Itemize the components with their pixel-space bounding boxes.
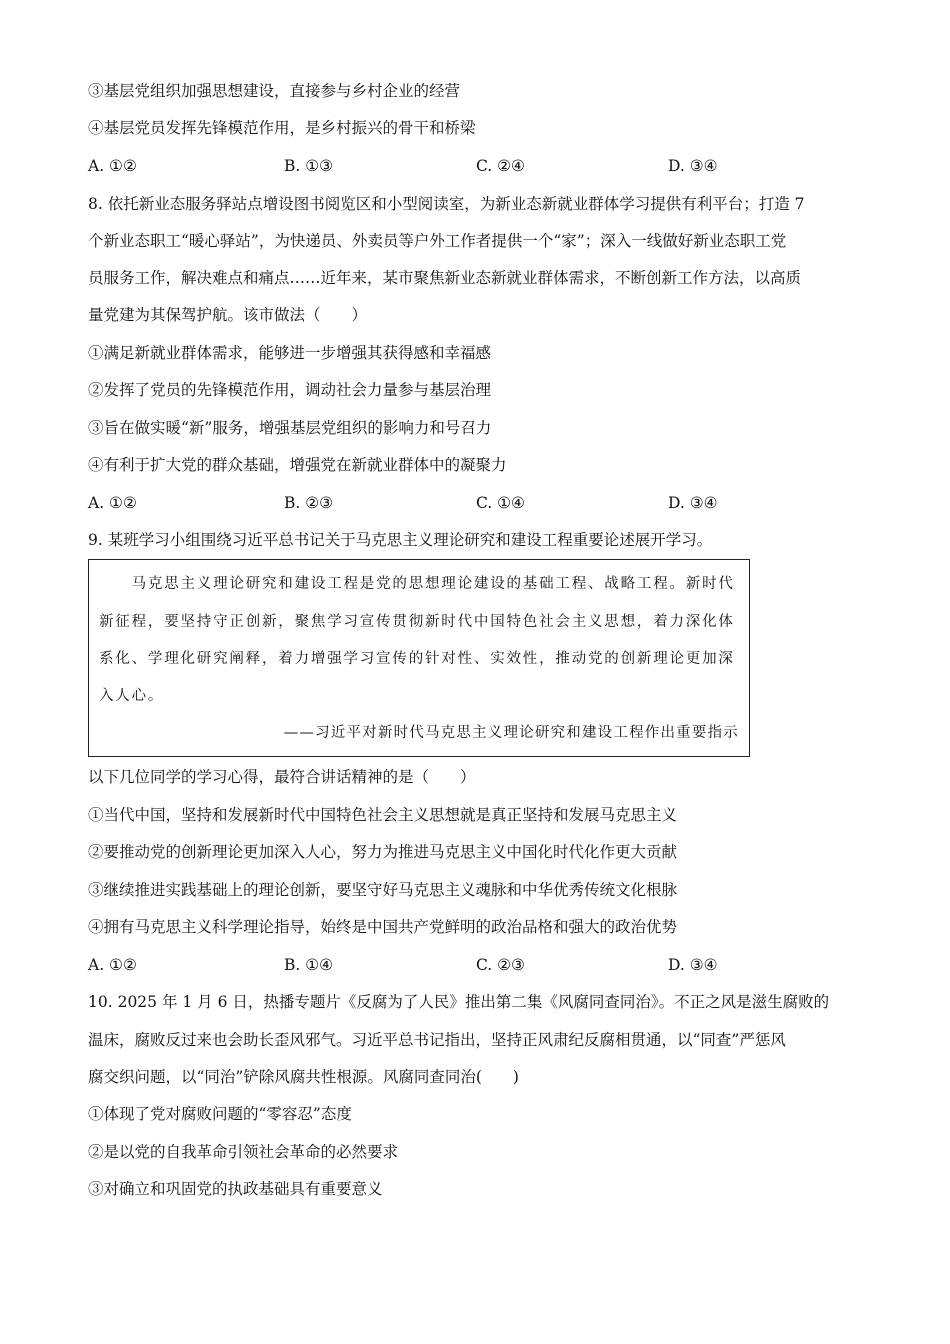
q9-item-4: ④拥有马克思主义科学理论指导，始终是中国共产党鲜明的政治品格和强大的政治优势 <box>88 918 678 936</box>
q9-quote-line-2: 新征程，要坚持守正创新，聚焦学习宣传贯彻新时代中国特色社会主义思想，着力深化体 <box>99 614 735 630</box>
q8-options <box>88 493 868 513</box>
q8-item-3: ③旨在做实暖“新”服务，增强基层党组织的影响力和号召力 <box>88 419 492 437</box>
q8-option-b[interactable]: B. ②③ <box>284 494 334 512</box>
q8-option-a[interactable]: A. ①② <box>88 494 137 512</box>
q8-stem-line-2: 个新业态职工“暖心驿站”，为快递员、外卖员等户外工作者提供一个“家”；深入一线做好新业态职工党 <box>88 232 787 250</box>
q8-item-1: ①满足新就业群体需求，能够进一步增强其获得感和幸福感 <box>88 344 492 362</box>
q7-item-3: ③基层党组织加强思想建设，直接参与乡村企业的经营 <box>88 82 461 100</box>
q9-quote-line-4: 入人心。 <box>99 688 165 704</box>
q9-quote-line-1: 马克思主义理论研究和建设工程是党的思想理论建设的基础工程、战略工程。新时代 <box>99 576 735 592</box>
q9-quote-box <box>88 559 750 757</box>
q7-option-d[interactable]: D. ③④ <box>668 157 718 175</box>
q8-item-2: ②发挥了党员的先锋模范作用，调动社会力量参与基层治理 <box>88 381 492 399</box>
q9-options <box>88 955 868 975</box>
q8-stem-line-3: 员服务工作，解决难点和痛点……近年来，某市聚焦新业态新就业群体需求，不断创新工作方法，以高质 <box>88 269 802 287</box>
q10-stem-line-2: 温床，腐败反过来也会助长歪风邪气。习近平总书记指出，坚持正风肃纪反腐相贯通，以“同查”严惩风 <box>88 1031 786 1049</box>
q9-option-c[interactable]: C. ②③ <box>476 956 525 974</box>
q10-stem-line-3: 腐交织问题，以“同治”铲除风腐共性根源。风腐同查同治( ) <box>88 1068 519 1086</box>
q9-option-d[interactable]: D. ③④ <box>668 956 718 974</box>
q9-stem: 9. 某班学习小组围绕习近平总书记关于马克思主义理论研究和建设工程重要论述展开学习。 <box>88 531 713 549</box>
q9-item-3: ③继续推进实践基础上的理论创新，要坚守好马克思主义魂脉和中华优秀传统文化根脉 <box>88 881 678 899</box>
q9-item-2: ②要推动党的创新理论更加深入人心，努力为推进马克思主义中国化时代化作更大贡献 <box>88 843 678 861</box>
q7-option-c[interactable]: C. ②④ <box>476 157 525 175</box>
q9-option-b[interactable]: B. ①④ <box>284 956 334 974</box>
q8-option-c[interactable]: C. ①④ <box>476 494 525 512</box>
q8-stem-line-4: 量党建为其保驾护航。该市做法（ ） <box>88 306 368 324</box>
q7-option-a[interactable]: A. ①② <box>88 157 137 175</box>
q9-quote-source: ——习近平对新时代马克思主义理论研究和建设工程作出重要指示 <box>283 725 739 741</box>
q7-options <box>88 156 868 176</box>
q7-option-b[interactable]: B. ①③ <box>284 157 334 175</box>
q9-question: 以下几位同学的学习心得，最符合讲话精神的是（ ） <box>88 768 476 786</box>
q10-stem-line-1: 10. 2025 年 1 月 6 日，热播专题片《反腐为了人民》推出第二集《风腐同查同治》。不正之风是滋生腐败的 <box>88 993 830 1011</box>
q9-option-a[interactable]: A. ①② <box>88 956 137 974</box>
q9-quote-line-3: 系化、学理化研究阐释，着力增强学习宣传的针对性、实效性，推动党的创新理论更加深 <box>99 651 735 667</box>
q8-item-4: ④有利于扩大党的群众基础，增强党在新就业群体中的凝聚力 <box>88 456 507 474</box>
q10-item-1: ①体现了党对腐败问题的“零容忍”态度 <box>88 1105 352 1123</box>
q8-option-d[interactable]: D. ③④ <box>668 494 718 512</box>
q9-item-1: ①当代中国，坚持和发展新时代中国特色社会主义思想就是真正坚持和发展马克思主义 <box>88 806 678 824</box>
q10-item-3: ③对确立和巩固党的执政基础具有重要意义 <box>88 1180 383 1198</box>
q10-item-2: ②是以党的自我革命引领社会革命的必然要求 <box>88 1143 399 1161</box>
q7-item-4: ④基层党员发挥先锋模范作用，是乡村振兴的骨干和桥梁 <box>88 119 476 137</box>
q8-stem-line-1: 8. 依托新业态服务驿站点增设图书阅览区和小型阅读室，为新业态新就业群体学习提供有利平台；打造 7 <box>88 195 805 213</box>
